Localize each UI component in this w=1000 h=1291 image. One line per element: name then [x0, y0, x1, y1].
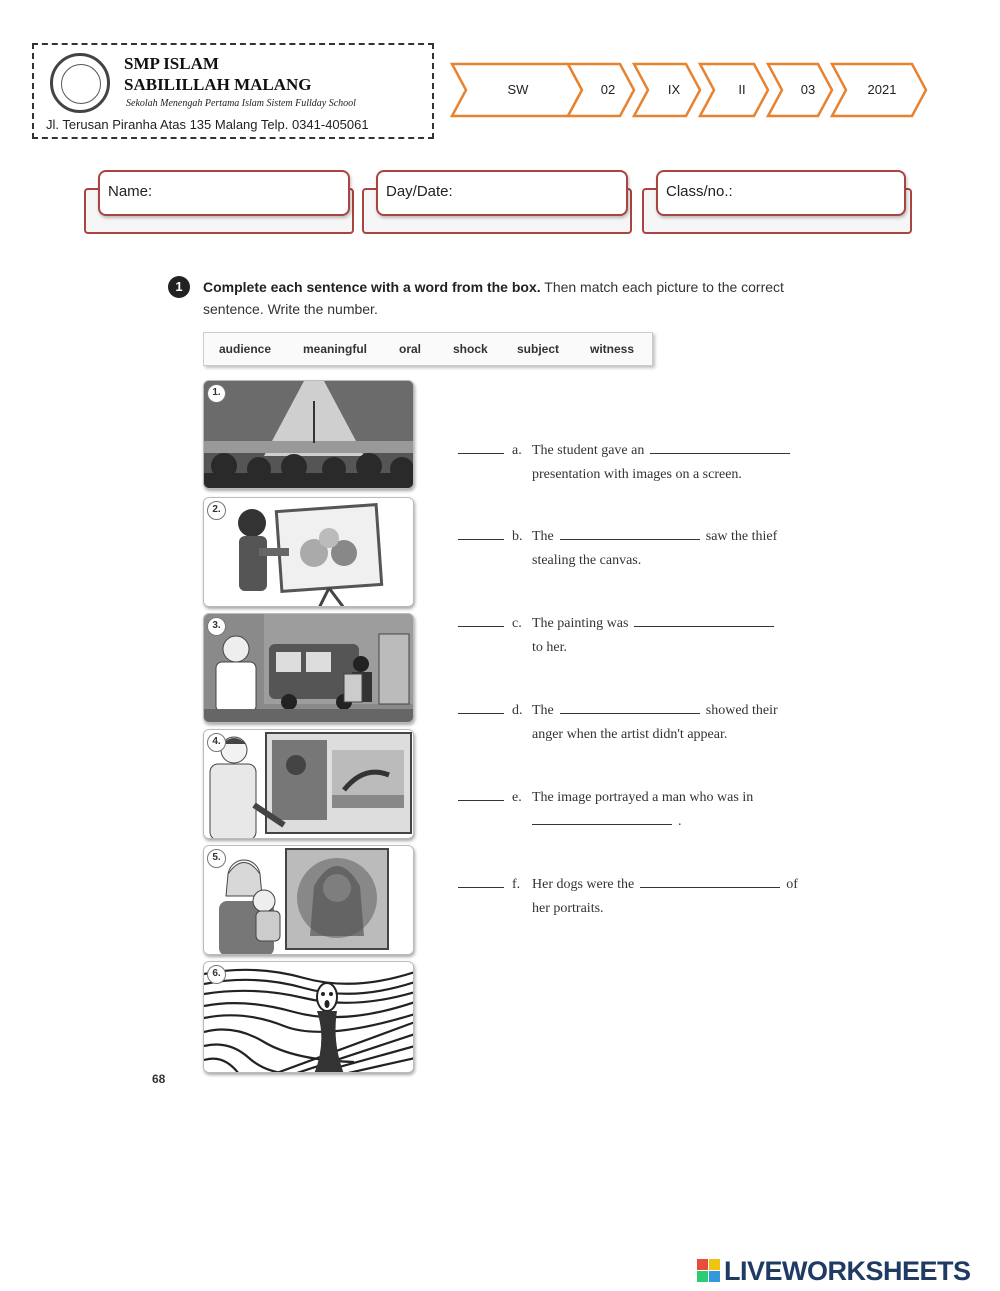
liveworksheets-blocks-icon	[697, 1259, 721, 1283]
sentence-e-line2: .	[678, 814, 682, 829]
picture-2-number: 2.	[207, 501, 226, 520]
answer-blank-d[interactable]	[458, 699, 504, 714]
sentence-b-letter: b.	[512, 529, 523, 544]
picture-4	[203, 729, 414, 839]
answer-blank-f[interactable]	[458, 873, 504, 888]
word-box	[203, 332, 653, 366]
word-oral: oral	[399, 342, 422, 356]
picture-6-number: 6.	[207, 965, 226, 984]
sentence-e	[458, 786, 753, 834]
sentence-d	[458, 699, 778, 747]
word-subject: subject	[517, 342, 560, 356]
school-seal-icon	[50, 53, 110, 113]
picture-3	[203, 613, 414, 723]
day-date-label: Day/Date:	[386, 183, 453, 200]
sentence-c-line2: to her.	[532, 640, 567, 655]
word-blank-a[interactable]	[650, 439, 790, 454]
the-scream-illustration	[204, 962, 414, 1073]
sentence-a-text: The student gave an	[532, 443, 645, 458]
sentence-d-line2: anger when the artist didn't appear.	[532, 727, 728, 742]
answer-blank-c[interactable]	[458, 612, 504, 627]
class-no-label: Class/no.:	[666, 183, 733, 200]
sentence-d-text: The	[532, 703, 554, 718]
instruction-text	[203, 276, 803, 320]
word-shock: shock	[453, 342, 488, 356]
code-2021: 2021	[867, 82, 897, 97]
picture-5-number: 5.	[207, 849, 226, 868]
sentence-e-letter: e.	[512, 790, 522, 805]
sentence-a-letter: a.	[512, 443, 522, 458]
code-sw: SW	[507, 82, 529, 97]
picture-3-number: 3.	[207, 617, 226, 636]
sentence-b	[458, 525, 777, 573]
sentence-e-text: The image portrayed a man who was in	[532, 790, 754, 805]
picture-6	[203, 961, 414, 1073]
word-blank-c[interactable]	[634, 612, 774, 627]
page-number: 68	[152, 1072, 166, 1086]
sentence-d-letter: d.	[512, 703, 523, 718]
instruction-rest: Then match each picture to the correct sentence. Write the number.	[203, 279, 784, 317]
sentence-d-post: showed their	[705, 703, 778, 718]
sentence-c-text: The painting was	[532, 616, 629, 631]
school-header	[32, 43, 434, 139]
thief-van-illustration	[204, 614, 414, 723]
word-witness: witness	[590, 342, 635, 356]
instruction-bold: Complete each sentence with a word from the box.	[203, 279, 541, 295]
liveworksheets-brand: LIVEWORKSHEETS	[724, 1256, 971, 1286]
word-audience: audience	[219, 342, 272, 356]
man-gallery-illustration	[204, 730, 414, 839]
sentence-f	[458, 873, 798, 921]
exercise-number: 1	[168, 276, 190, 298]
school-subtitle: Sekolah Menengah Pertama Islam Sistem Fullday School	[126, 98, 356, 109]
painter-easel-illustration	[204, 498, 414, 607]
code-03: 03	[800, 82, 816, 97]
sentence-a	[458, 439, 796, 487]
picture-4-number: 4.	[207, 733, 226, 752]
word-meaningful: meaningful	[303, 342, 368, 356]
school-name-line1: SMP ISLAM	[124, 54, 219, 73]
picture-1	[203, 380, 414, 489]
name-label: Name:	[108, 183, 153, 200]
code-ix: IX	[667, 82, 681, 97]
sentence-b-text: The	[532, 529, 554, 544]
picture-2	[203, 497, 414, 607]
code-02: 02	[600, 82, 616, 97]
sentence-b-post: saw the thief	[705, 529, 778, 544]
sentence-f-post: of	[786, 877, 798, 892]
answer-blank-a[interactable]	[458, 439, 504, 454]
word-blank-b[interactable]	[560, 525, 700, 540]
theater-stage-illustration	[204, 381, 414, 489]
code-ii: II	[738, 82, 746, 97]
sentence-c	[458, 612, 780, 660]
sentence-f-line2: her portraits.	[532, 901, 604, 916]
sentence-f-letter: f.	[512, 877, 521, 892]
picture-1-number: 1.	[207, 384, 226, 403]
sentence-b-line2: stealing the canvas.	[532, 553, 642, 568]
mother-portrait-illustration	[204, 846, 414, 955]
sentence-c-letter: c.	[512, 616, 522, 631]
answer-blank-e[interactable]	[458, 786, 504, 801]
sentence-f-text: Her dogs were the	[532, 877, 635, 892]
school-name-line2: SABILILLAH MALANG	[124, 75, 312, 94]
answer-blank-b[interactable]	[458, 525, 504, 540]
word-blank-e[interactable]	[532, 810, 672, 825]
picture-5	[203, 845, 414, 955]
school-name	[124, 53, 312, 95]
word-blank-f[interactable]	[640, 873, 780, 888]
sentence-a-line2: presentation with images on a screen.	[532, 467, 742, 482]
word-blank-d[interactable]	[560, 699, 700, 714]
school-address: Jl. Terusan Piranha Atas 135 Malang Telp. 0341-405061	[46, 117, 369, 132]
